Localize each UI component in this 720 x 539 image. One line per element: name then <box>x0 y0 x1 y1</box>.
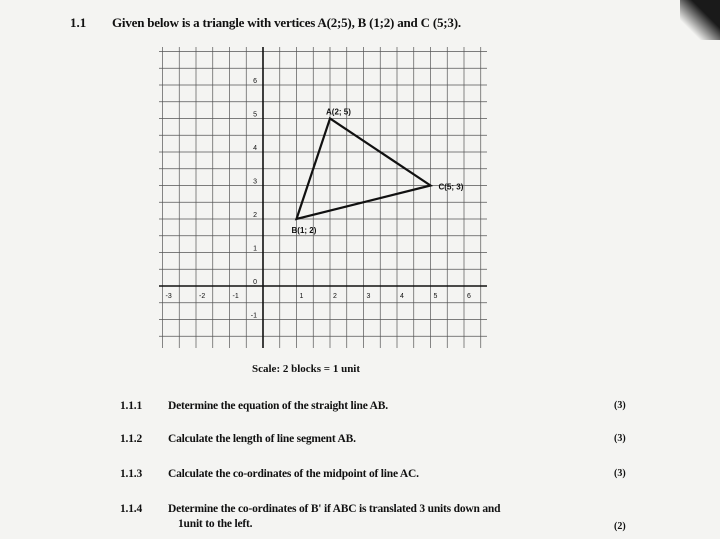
subquestion-number: 1.1.4 <box>120 503 143 515</box>
x-tick-label: 1 <box>299 293 304 300</box>
subquestion-number: 1.1.1 <box>120 400 143 412</box>
subquestion-number: 1.1.3 <box>120 468 143 480</box>
y-tick-label: 2 <box>253 212 257 219</box>
y-tick-label: 4 <box>253 145 257 152</box>
y-tick-label: -1 <box>250 312 257 320</box>
x-tick-label: 2 <box>333 293 337 300</box>
y-tick-label: 6 <box>253 78 257 85</box>
vertex-label: B(1; 2) <box>291 226 317 235</box>
x-tick-label: -1 <box>232 293 239 300</box>
x-tick-label: -3 <box>165 293 172 300</box>
subquestion-text: Determine the co-ordinates of B' if ABC is translated 3 units down and <box>168 503 501 515</box>
question-text: Given below is a triangle with vertices A(2;5), B (1;2) and C (5;3). <box>112 15 461 30</box>
question-number: 1.1 <box>70 15 87 30</box>
subquestion-text: Determine the equation of the straight line AB. <box>168 400 388 412</box>
y-tick-label: 0 <box>253 279 257 286</box>
y-tick-label: 3 <box>253 178 257 186</box>
subquestion-marks: (2) <box>614 521 626 532</box>
subquestion-marks: (3) <box>614 468 626 479</box>
subquestion-text-line2: 1unit to the left. <box>178 518 253 530</box>
subquestion-text: Calculate the length of line segment AB. <box>168 433 356 445</box>
x-tick-label: 5 <box>433 293 438 300</box>
scale-note: Scale: 2 blocks = 1 unit <box>252 363 361 375</box>
vertex-label: A(2; 5) <box>326 107 351 117</box>
x-tick-label: 6 <box>467 293 471 300</box>
x-tick-label: -2 <box>199 293 206 300</box>
subquestion-marks: (3) <box>614 400 626 411</box>
y-tick-label: 1 <box>253 245 257 253</box>
subquestion-text: Calculate the co-ordinates of the midpoint of line AC. <box>168 468 419 480</box>
x-tick-label: 4 <box>400 293 404 300</box>
vertex-label: C(5; 3) <box>438 182 464 192</box>
x-tick-label: 3 <box>366 293 371 300</box>
y-tick-label: 5 <box>253 111 257 119</box>
subquestion-marks: (3) <box>614 433 626 444</box>
subquestion-number: 1.1.2 <box>120 433 143 445</box>
